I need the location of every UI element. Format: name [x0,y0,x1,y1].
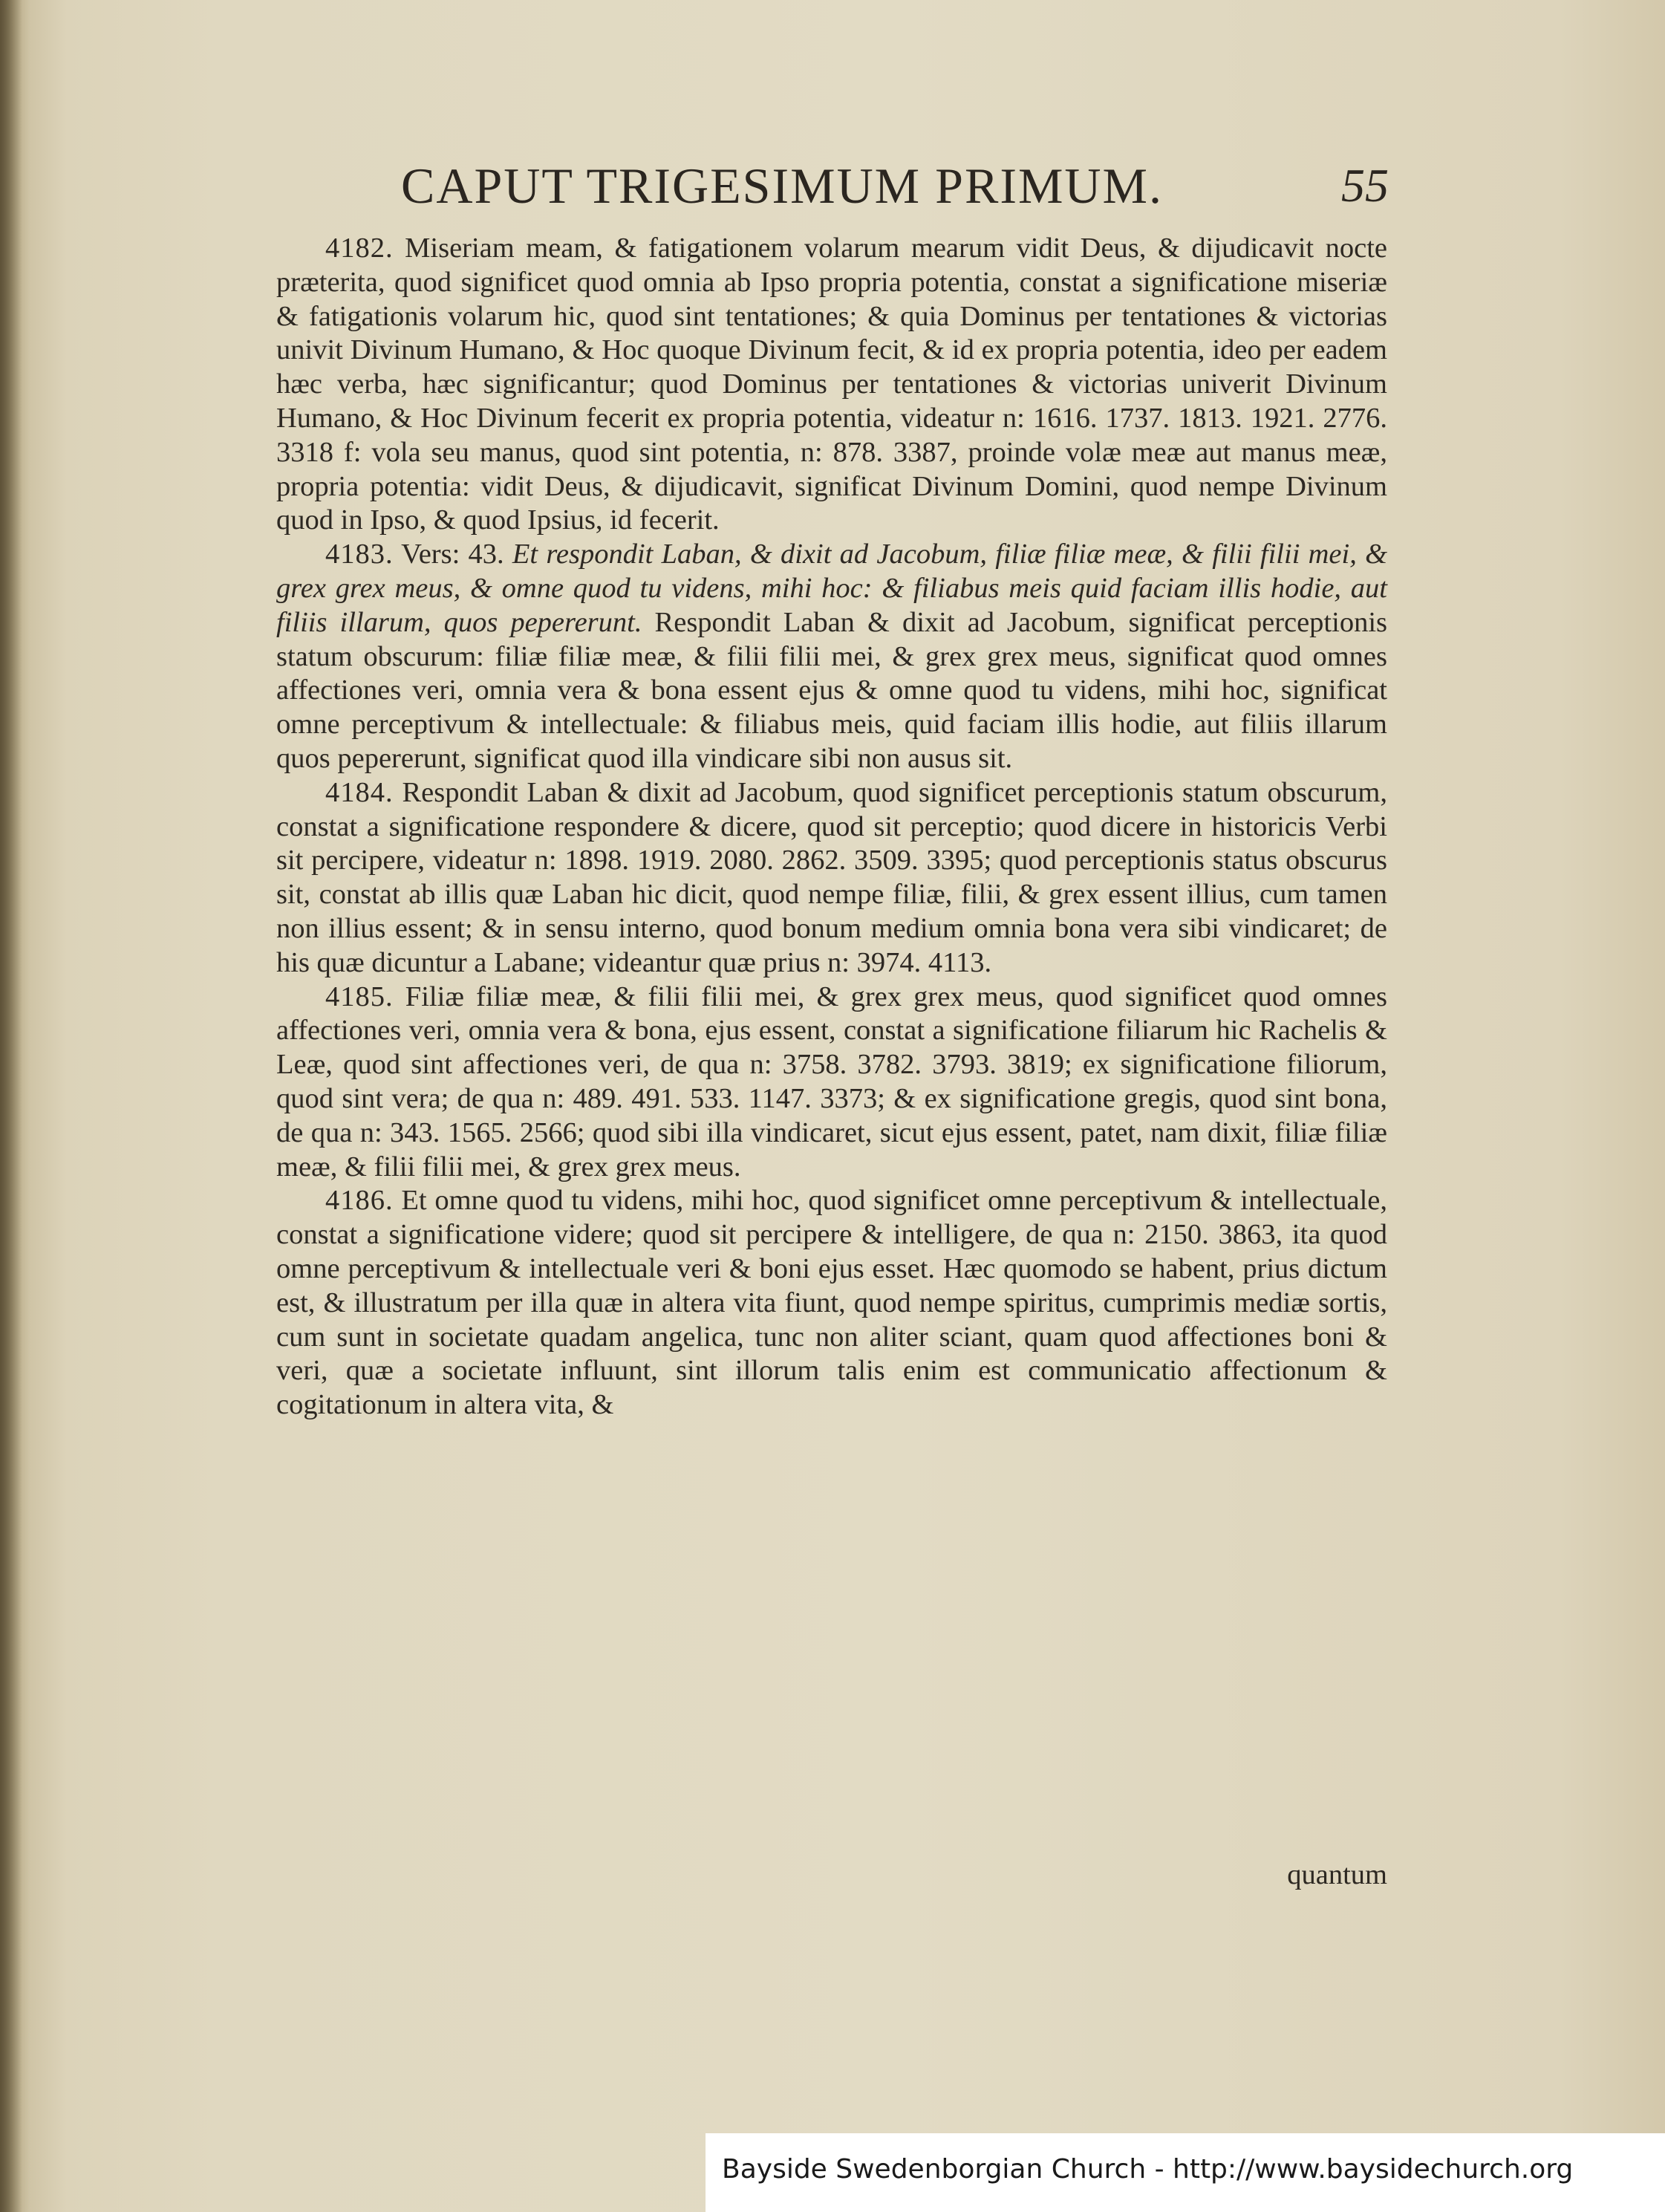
paragraph-text: Filiæ filiæ meæ, & filii filii mei, & grex grex meus, quod significet quod omnes affectiones veri, omnia vera & bona, ejus essent, constat a significatione filiarum hic Rachelis & Leæ, quod sint affectiones veri, de qua n: 3758. 3782. 3793. 3819; ex significatione filiorum, quod sint vera; de qua n: 489. 491. 533. 1147. 3373; & ex significatione gregis, quod sint bona, de qua n: 343. 1565. 2566; quod sibi illa vindicaret, sicut ejus essent, patet, nam dixit, filiæ filiæ meæ, & filii filii mei, & grex grex meus. [276,980,1387,1183]
body-text [276,232,1387,1896]
page-number: 55 [1341,159,1389,212]
paragraph-number: 4182. [325,232,394,264]
watermark-footer [706,2133,1665,2212]
paragraph-text: Et omne quod tu videns, mihi hoc, quod significet omne perceptivum & intellectuale, constat a significatione videre; quod sit percipere & intelligere, de qua n: 2150. 3863, ita quod omne perceptivum & intellectuale veri & boni ejus esset. Hæc quomodo se habent, prius dictum est, & illustratum per illa quæ in altera vita fiunt, quod nempe spiritus, cumprimis mediæ sortis, cum sunt in societate quadam angelica, tunc non aliter sciant, quam quod affectiones boni & veri, quæ a societate influunt, sint illorum talis enim est communicatio affectionum & cogitationum in altera vita, & [276,1185,1388,1421]
chapter-title: CAPUT TRIGESIMUM PRIMUM. [401,157,1163,214]
paragraph-4183 [276,538,1387,776]
paragraph-text: Respondit Laban & dixit ad Jacobum, significat perceptionis statum obscurum: filiæ filiæ meæ, & filii filii mei, & grex grex meus, significat quod omnes affectiones veri, omnia vera & bona essent ejus & omne quod tu videns, mihi hoc, significat omne perceptivum & intellectuale: & filiabus meis, quid faciam illis hodie, aut filiis illarum quos pepererunt, significat quod illa vindicare sibi non ausus sit. [276,606,1388,774]
paragraph-number: 4185. [325,980,394,1012]
verse-reference: Vers: 43. [401,539,504,570]
running-head [401,156,1389,215]
paragraph-text: Miseriam meam, & fatigationem volarum mearum vidit Deus, & dijudicavit nocte præterita, quod significet quod omnia ab Ipso propria potentia, constat a significatione miseriæ & fatigationis volarum hic, quod sint tentationes; & quia Dominus per tentationes & victorias univit Divinum Humano, & Hoc quoque Divinum fecit, & id ex propria potentia, ideo per eadem hæc verba, hæc significantur; quod Dominus per tentationes & victorias univerit Divinum Humano, & Hoc Divinum fecerit ex propria potentia, videatur n: 1616. 1737. 1813. 1921. 2776. 3318 f: vola seu manus, quod sint potentia, n: 878. 3387, proinde volæ meæ aut manus meæ, propria potentia: vidit Deus, & dijudicavit, significat Divinum Domini, quod nempe Divinum quod in Ipso, & quod Ipsius, id fecerit. [276,232,1387,536]
paragraph-number: 4184. [325,776,394,808]
paragraph-4186 [276,1184,1387,1422]
paragraph-number: 4183. [325,539,394,570]
footer-text: Bayside Swedenborgian Church - http://www.baysidechurch.org [722,2154,1574,2185]
verse-quotation: Et respondit Laban, & dixit ad Jacobum, filiæ filiæ meæ, & filii filii mei, & grex grex meus, & omne quod tu videns, mihi hoc: & filiabus meis quid faciam illis hodie, aut filiis illarum, quos pepererunt. [276,539,1388,638]
catchword: quantum [1287,1859,1387,1890]
paragraph-4182 [276,232,1387,538]
gutter-shadow [0,0,22,2212]
paragraph-number: 4186. [325,1185,394,1217]
paragraph-4184 [276,776,1387,980]
paragraph-4185 [276,980,1387,1185]
paragraph-text: Respondit Laban & dixit ad Jacobum, quod significet perceptionis statum obscurum, constat a significatione respondere & dicere, quod sit perceptio; quod dicere in historicis Verbi sit percipere, videatur n: 1898. 1919. 2080. 2862. 3509. 3395; quod perceptionis status obscurus sit, constat ab illis quæ Laban hic dicit, quod nempe filiæ, filii, & grex essent illius, cum tamen non illius essent; & in sensu interno, quod bonum medium omnia bona vera sibi vindicaret; de his quæ dicuntur a Labane; videantur quæ prius n: 3974. 4113. [276,776,1388,978]
